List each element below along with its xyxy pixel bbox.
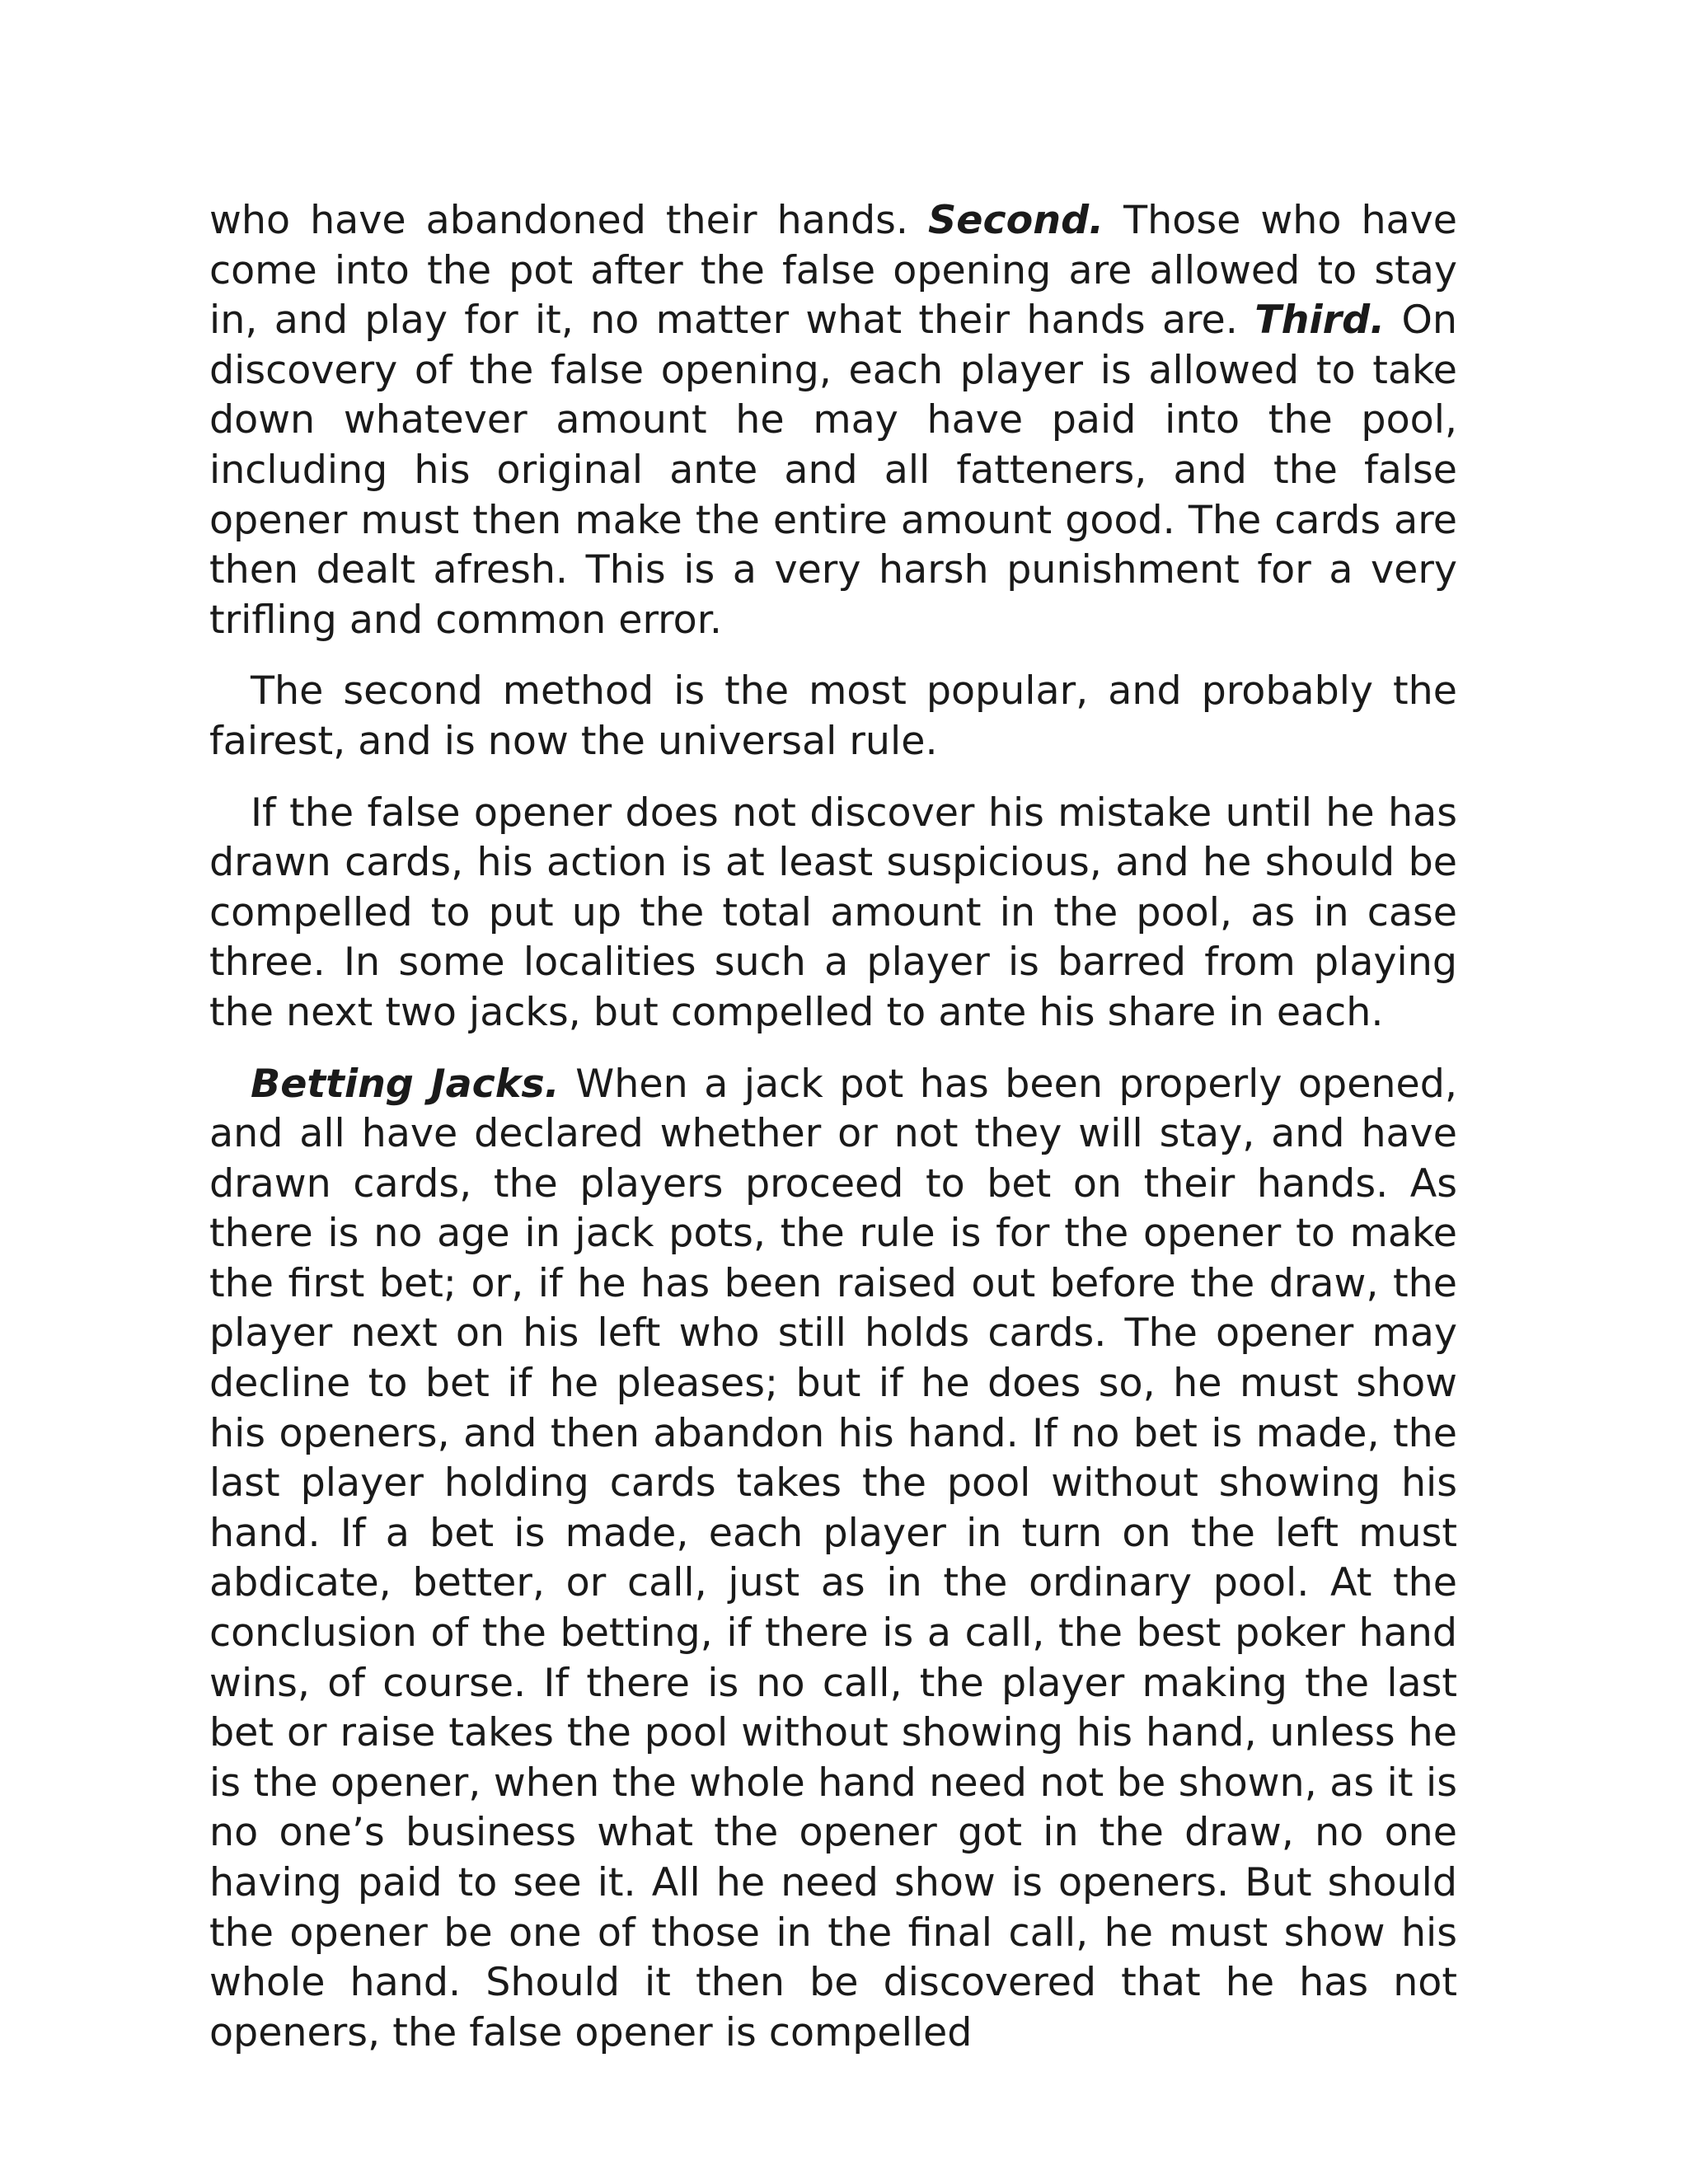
paragraph-text: If the false opener does not discover his mistake until he has drawn cards, his action is at least suspicious, and he should be compelled to put up the total amount in the pool, as in case three. In some localities such a player is barred from playing the next two jacks, but compelled to ante his share in each. — [209, 790, 1457, 1035]
emphasis-second: Second. — [928, 198, 1104, 243]
section-heading-betting-jacks: Betting Jacks. — [251, 1061, 560, 1107]
paragraph-4 — [209, 1060, 1457, 2059]
document-page — [209, 196, 1457, 2079]
paragraph-text: On discovery of the false opening, each player is allowed to take down whatever amount he may have paid into the pool, including his original ante and all fatteners, and the false opener must then make the entire amount good. The cards are then dealt afresh. This is a very harsh punishment for a very trifling and common error. — [209, 298, 1457, 643]
paragraph-text: The second method is the most popular, and probably the fairest, and is now the universal rule. — [209, 668, 1457, 764]
paragraph-text: When a jack pot has been properly opened, and all have declared whether or not they will stay, and have drawn cards, the players proceed to bet on their hands. As there is no age in jack pots, the rule is for the opener to make the first bet; or, if he has been raised out before the draw, the player next on his left who still holds cards. The opener may decline to bet if he pleases; but if he does so, he must show his openers, and then abandon his hand. If no bet is made, the last player holding cards takes the pool without showing his hand. If a bet is made, each player in turn on the left must abdicate, better, or call, just as in the ordinary pool. At the conclusion of the betting, if there is a call, the best poker hand wins, of course. If there is no call, the player making the last bet or raise takes the pool without showing his hand, unless he is the opener, when the whole hand need not be shown, as it is no one’s business what the opener got in the draw, no one having paid to see it. All he need show is openers. But should the opener be one of those in the final call, he must show his whole hand. Should it then be discovered that he has not openers, the false opener is compelled — [209, 1061, 1457, 2055]
emphasis-third: Third. — [1254, 298, 1386, 344]
paragraph-1 — [209, 196, 1457, 645]
paragraph-text: who have abandoned their hands. — [209, 198, 929, 243]
paragraph-2 — [209, 667, 1457, 766]
paragraph-3 — [209, 789, 1457, 1038]
paragraph-text: Those who have come into the pot after the false opening are allowed to stay in, and play for it, no matter what their hands are. — [209, 198, 1458, 344]
